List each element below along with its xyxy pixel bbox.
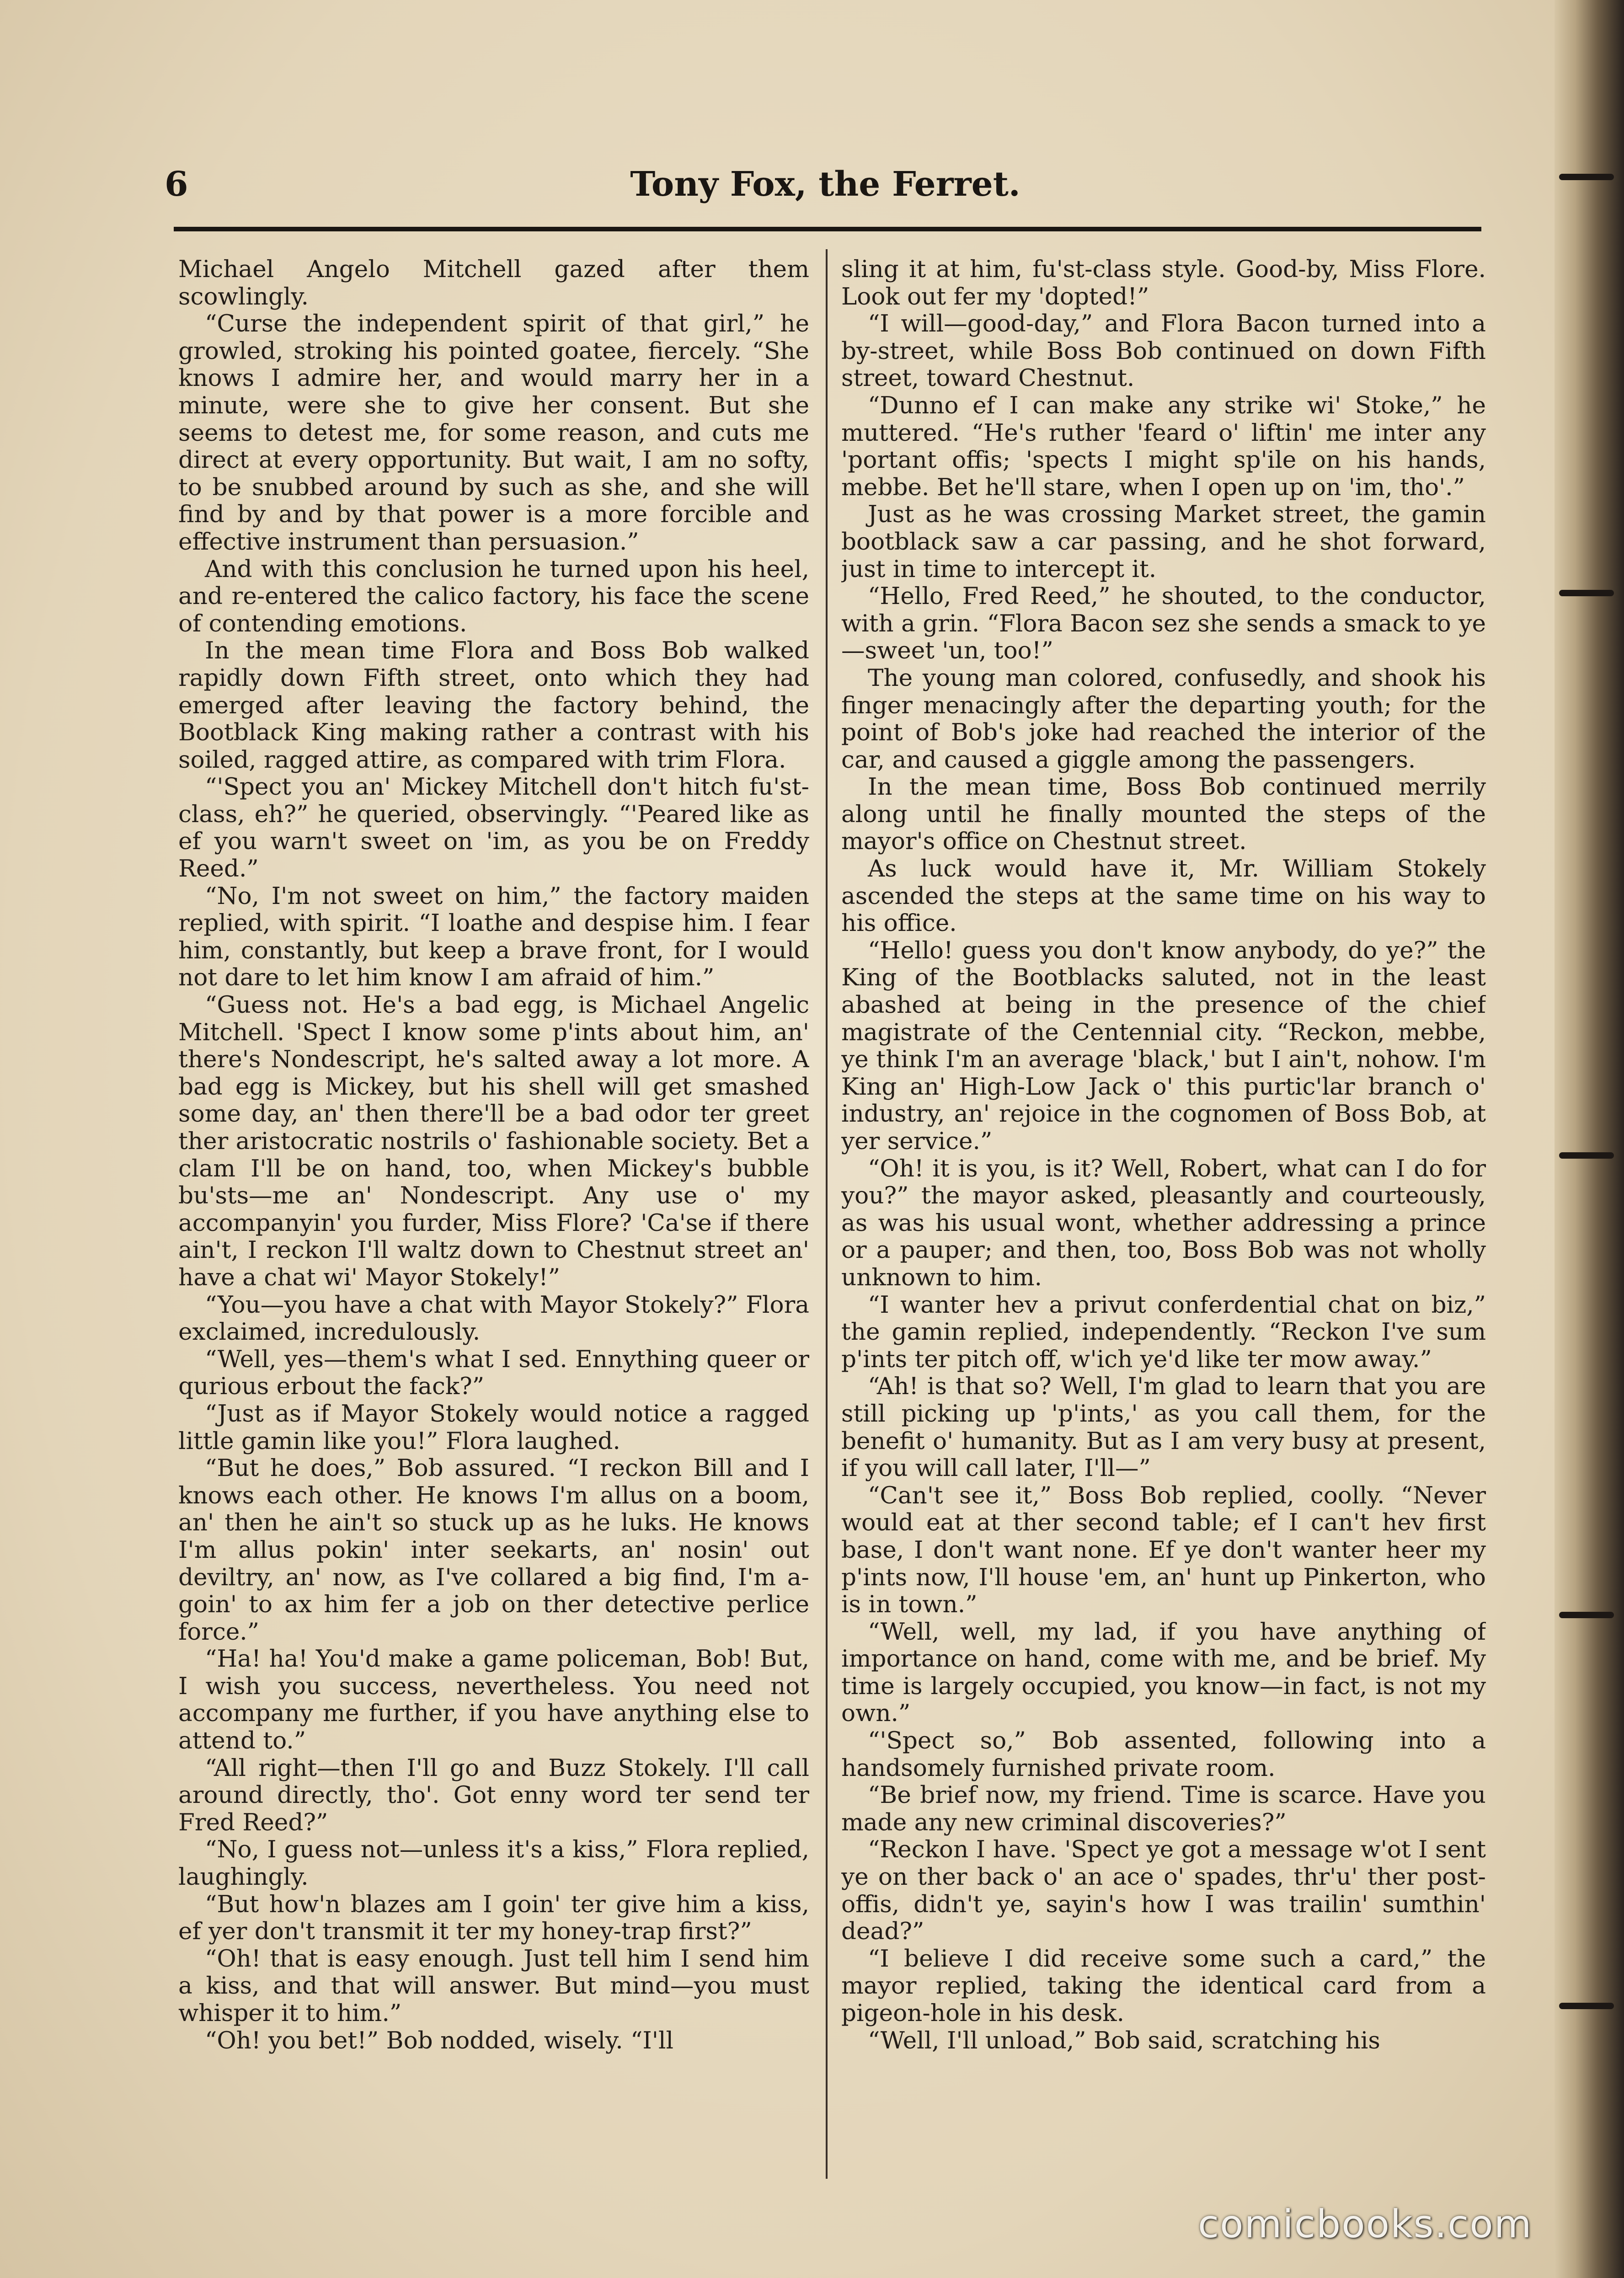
paragraph: “All right—then I'll go and Buzz Stokely. I'll call around directly, tho'. Got enny word ter send ter Fred Reed?”: [178, 1754, 809, 1836]
binding-stitch: [1559, 174, 1614, 180]
paragraph: sling it at him, fu'st-class style. Good-by, Miss Flore. Look out fer my 'dopted!”: [841, 256, 1486, 310]
paragraph: “Hello, Fred Reed,” he shouted, to the conductor, with a grin. “Flora Bacon sez she sends a smack to ye—sweet 'un, too!”: [841, 583, 1486, 665]
column-divider: [826, 249, 828, 2179]
binding-stitch: [1559, 1612, 1614, 1618]
paragraph: As luck would have it, Mr. William Stokely ascended the steps at the same time on his way to his office.: [841, 855, 1486, 937]
paragraph: “No, I'm not sweet on him,” the factory maiden replied, with spirit. “I loathe and despise him. I fear him, constantly, but keep a brave front, for I would not dare to let him know I am afraid of him.”: [178, 882, 809, 992]
watermark: comicbooks.com: [1198, 2202, 1533, 2246]
paragraph: “But how'n blazes am I goin' ter give him a kiss, ef yer don't transmit it ter my honey-trap first?”: [178, 1890, 809, 1946]
binding-gutter: [1555, 0, 1624, 2278]
paragraph: “'Spect so,” Bob assented, following into a handsomely furnished private room.: [841, 1727, 1486, 1782]
paragraph: “Curse the independent spirit of that girl,” he growled, stroking his pointed goatee, fiercely. “She knows I admire her, and would marry her in a minute, were she to give her consent. But she seems to detest me, for some reason, and cuts me direct at every opportunity. But wait, I am no softy, to be snubbed around by such as she, and she will find by and by that power is a more forcible and effective instrument than persuasion.”: [178, 310, 809, 556]
left-column: [178, 256, 809, 2190]
paragraph: “But he does,” Bob assured. “I reckon Bill and I knows each other. He knows I'm allus on a boom, an' then he ain't so stuck up as he luks. He knows I'm allus pokin' inter seekarts, an' nosin' out deviltry, an' now, as I've collared a big find, I'm a-goin' to ax him fer a job on ther detective perlice force.”: [178, 1454, 809, 1646]
binding-stitch: [1559, 2003, 1614, 2009]
paragraph: The young man colored, confusedly, and shook his finger menacingly after the departing youth; for the point of Bob's joke had reached the interior of the car, and caused a giggle among the passengers.: [841, 664, 1486, 774]
paragraph: “Ah! is that so? Well, I'm glad to learn that you are still picking up 'p'ints,' as you call them, for the benefit o' humanity. But as I am very busy at present, if you will call later, I'll—”: [841, 1373, 1486, 1482]
paragraph: “Dunno ef I can make any strike wi' Stoke,” he muttered. “He's ruther 'feard o' liftin' me inter any 'portant offis; 'spects I might sp'ile on his hands, mebbe. Bet he'll stare, when I open up on 'im, tho'.”: [841, 391, 1486, 501]
page-header: [165, 165, 1486, 219]
paragraph: “You—you have a chat with Mayor Stokely?” Flora exclaimed, incredulously.: [178, 1291, 809, 1346]
binding-stitch: [1559, 1152, 1614, 1159]
paragraph: “Oh! you bet!” Bob nodded, wisely. “I'll: [205, 2027, 673, 2054]
paragraph: “'Spect you an' Mickey Mitchell don't hitch fu'st-class, eh?” he queried, observingly. “'Peared like as ef you warn't sweet on 'im, as you be on Freddy Reed.”: [178, 773, 809, 883]
paragraph: In the mean time Flora and Boss Bob walked rapidly down Fifth street, onto which they had emerged after leaving the factory behind, the Bootblack King making rather a contrast with his soiled, ragged attire, as compared with trim Flora.: [178, 637, 809, 774]
paragraph: “Oh! it is you, is it? Well, Robert, what can I do for you?” the mayor asked, pleasantly and courteously, as was his usual wont, whether addressing a prince or a pauper; and then, too, Boss Bob was not wholly unknown to him.: [841, 1155, 1486, 1291]
paragraph: In the mean time, Boss Bob continued merrily along until he finally mounted the steps of the mayor's office on Chestnut street.: [841, 773, 1486, 856]
paragraph: “Be brief now, my friend. Time is scarce. Have you made any new criminal discoveries?”: [841, 1781, 1486, 1836]
paragraph: “Just as if Mayor Stokely would notice a ragged little gamin like you!” Flora laughed.: [178, 1400, 809, 1455]
paragraph: “Ha! ha! You'd make a game policeman, Bob! But, I wish you success, nevertheless. You need not accompany me further, if you have anything else to attend to.”: [178, 1645, 809, 1755]
binding-stitch: [1559, 590, 1614, 596]
header-rule: [174, 227, 1481, 231]
paragraph: “I wanter hev a privut conferdential chat on biz,” the gamin replied, independently. “Reckon I've sum p'ints ter pitch off, w'ich ye'd like ter mow away.”: [841, 1291, 1486, 1373]
paragraph: “Well, yes—them's what I sed. Ennything queer or qurious erbout the fack?”: [178, 1345, 809, 1401]
paragraph: “Oh! that is easy enough. Just tell him I send him a kiss, and that will answer. But mind—you must whisper it to him.”: [178, 1945, 809, 2027]
running-title: Tony Fox, the Ferret.: [630, 165, 1020, 204]
paragraph: “Guess not. He's a bad egg, is Michael Angelic Mitchell. 'Spect I know some p'ints about him, an' there's Nondescript, he's salted away a lot more. A bad egg is Mickey, but his shell will get smashed some day, an' then there'll be a bad odor ter greet ther aristocratic nostrils o' fashionable society. Bet a clam I'll be on hand, too, when Mickey's bubble bu'sts—me an' Nondescript. Any use o' my accompanyin' you furder, Miss Flore? 'Ca'se if there ain't, I reckon I'll waltz down to Chestnut street an' have a chat wi' Mayor Stokely!”: [178, 991, 809, 1291]
paragraph: “Well, well, my lad, if you have anything of importance on hand, come with me, and be brief. My time is largely occupied, you know—in fact, is not my own.”: [841, 1618, 1486, 1727]
paragraph: “Can't see it,” Boss Bob replied, coolly. “Never would eat at ther second table; ef I can't hev first base, I don't want none. Ef ye don't wanter heer my p'ints now, I'll house 'em, an' hunt up Pinkerton, who is in town.”: [841, 1481, 1486, 1619]
paragraph: “No, I guess not—unless it's a kiss,” Flora replied, laughingly.: [178, 1836, 809, 1891]
paragraph: Just as he was crossing Market street, the gamin bootblack saw a car passing, and he shot forward, just in time to intercept it.: [841, 501, 1486, 583]
paragraph: “Reckon I have. 'Spect ye got a message w'ot I sent ye on ther back o' an ace o' spades, thr'u' ther post-offis, didn't ye, sayin's how I was trailin' sumthin' dead?”: [841, 1836, 1486, 1946]
right-column: [841, 256, 1486, 2190]
paragraph: And with this conclusion he turned upon his heel, and re-entered the calico factory, his face the scene of contending emotions.: [178, 555, 809, 637]
paragraph: “I will—good-day,” and Flora Bacon turned into a by-street, while Boss Bob continued on down Fifth street, toward Chestnut.: [841, 310, 1486, 392]
paragraph: “I believe I did receive some such a card,” the mayor replied, taking the identical card from a pigeon-hole in his desk.: [841, 1945, 1486, 2027]
paragraph: Michael Angelo Mitchell gazed after them scowlingly.: [178, 256, 809, 310]
page-number: 6: [165, 165, 188, 204]
paragraph: “Well, I'll unload,” Bob said, scratching his: [868, 2027, 1380, 2054]
paragraph: “Hello! guess you don't know anybody, do ye?” the King of the Bootblacks saluted, not in the least abashed at being in the presence of the chief magistrate of the Centennial city. “Reckon, mebbe, ye think I'm an average 'black,' but I ain't, nohow. I'm King an' High-Low Jack o' this purtic'lar branch o' industry, an' rejoice in the cognomen of Boss Bob, at yer service.”: [841, 936, 1486, 1155]
